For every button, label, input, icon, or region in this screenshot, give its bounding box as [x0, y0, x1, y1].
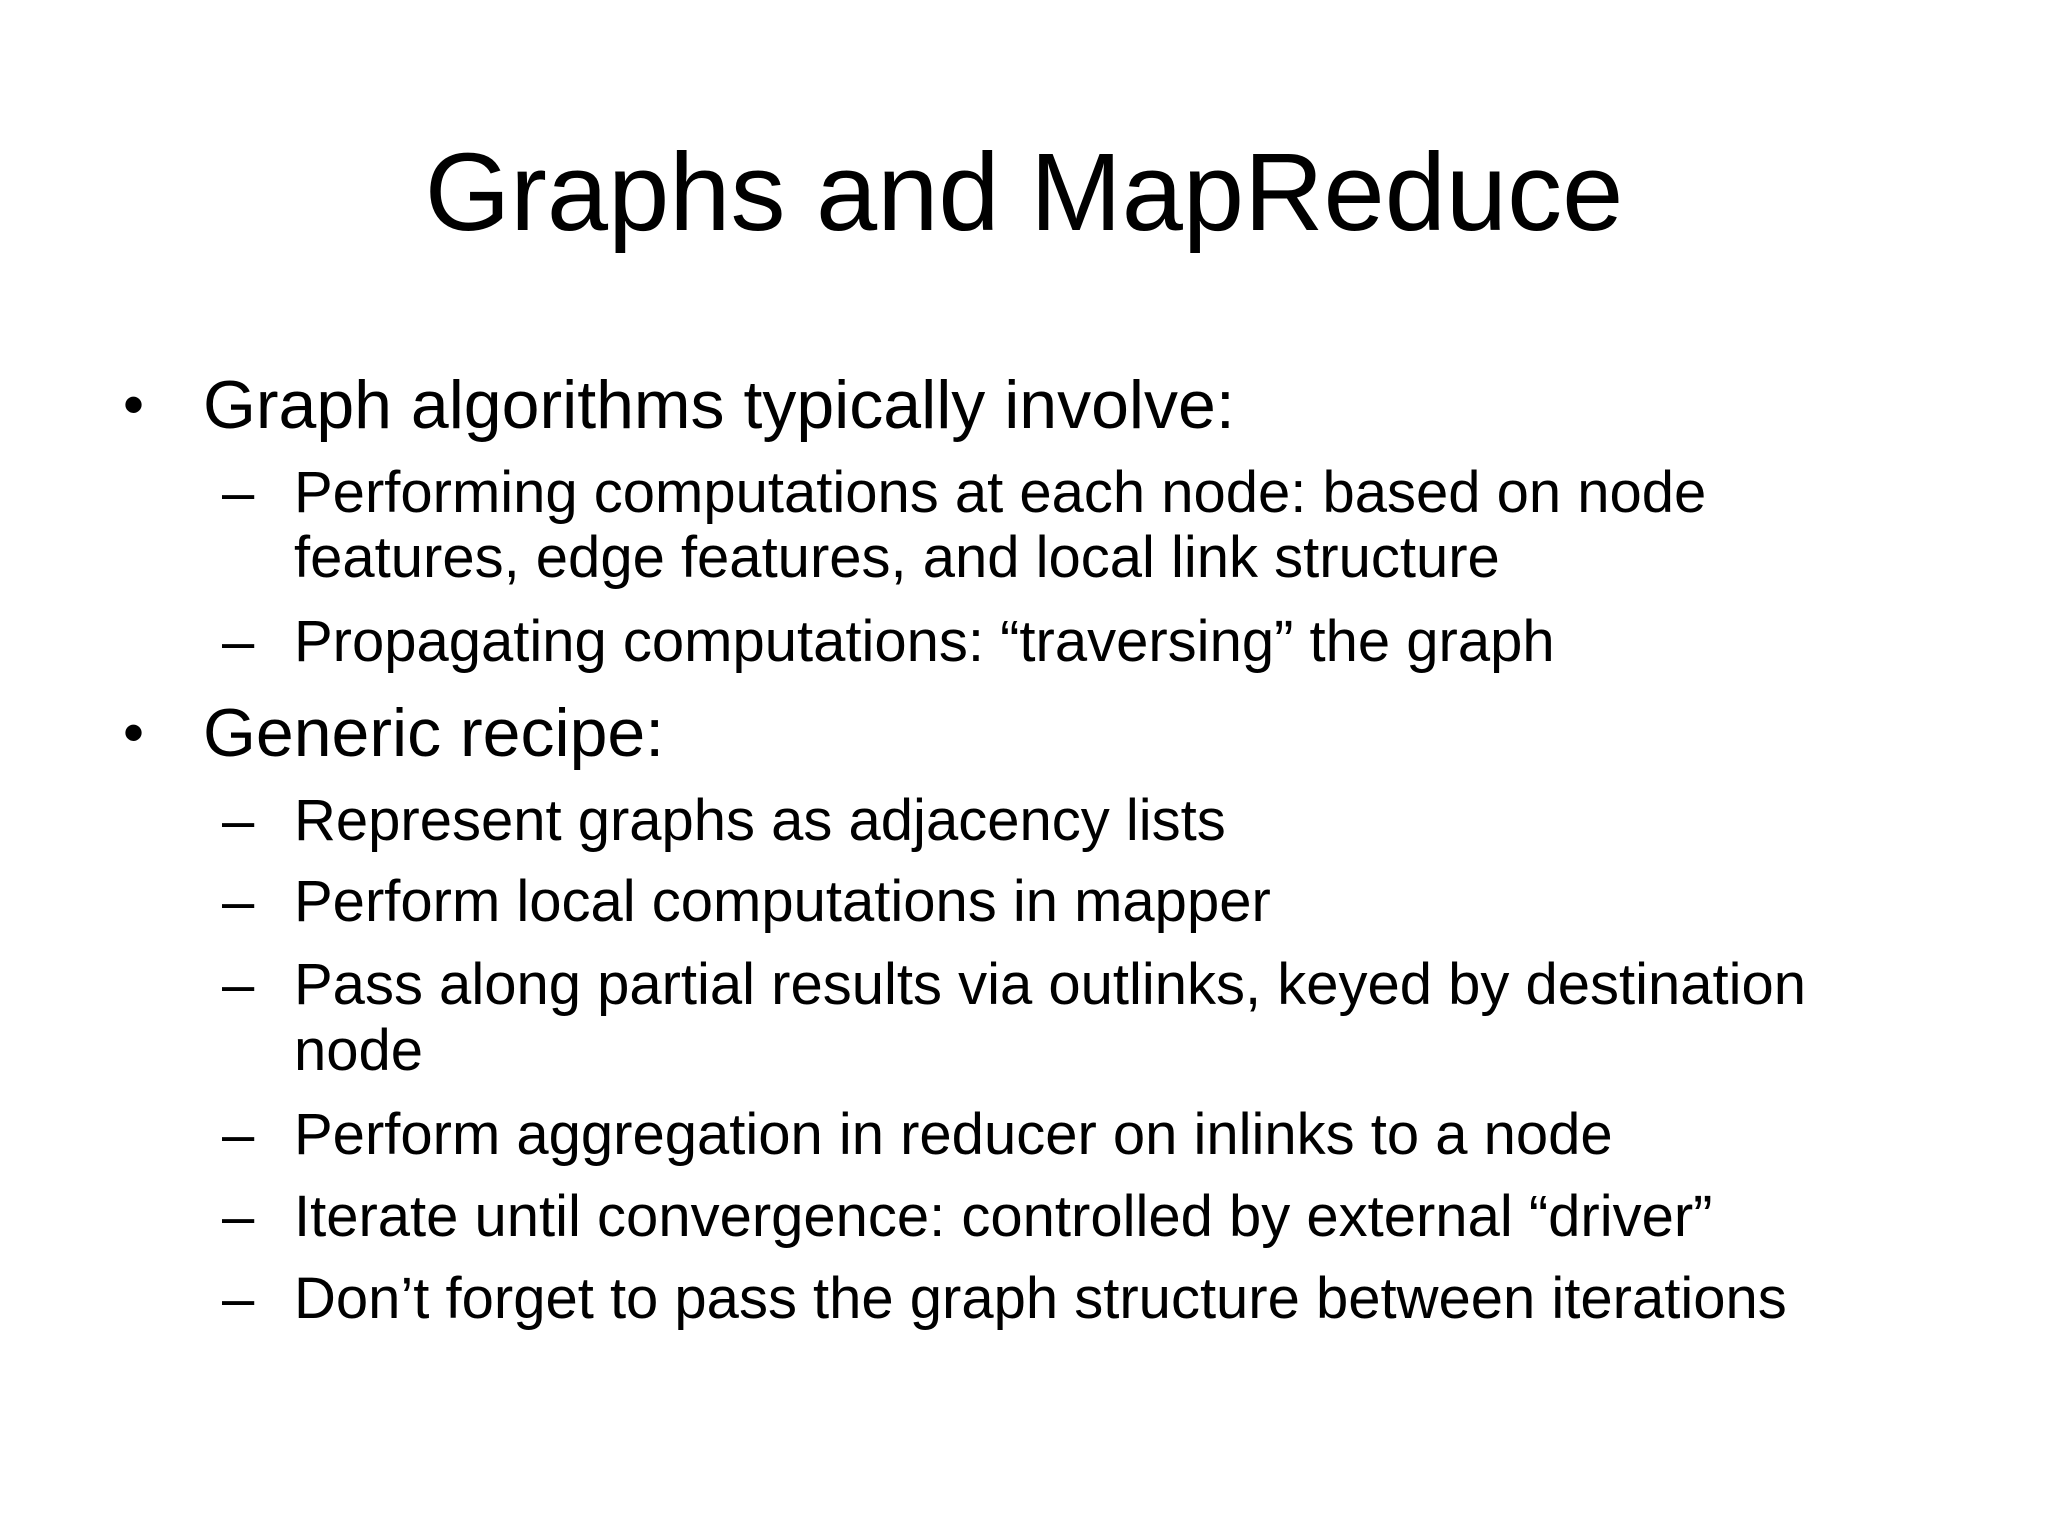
sub-bullet-marker: –: [222, 788, 255, 853]
sub-bullet-text: Perform aggregation in reducer on inlinks to a node: [294, 1102, 1613, 1167]
sub-bullet-marker: –: [222, 460, 255, 525]
sub-bullet-text: Don’t forget to pass the graph structure between iterations: [294, 1266, 1787, 1331]
bullet-text: Graph algorithms typically involve:: [203, 367, 1235, 443]
sub-bullet-marker: –: [222, 869, 255, 934]
sub-bullet-text: Propagating computations: “traversing” the graph: [294, 609, 1555, 674]
sub-bullet-marker: –: [222, 1266, 255, 1331]
bullet-text: Generic recipe:: [203, 695, 665, 771]
sub-bullet-marker: –: [222, 609, 255, 674]
sub-bullet-marker: –: [222, 952, 255, 1017]
sub-bullet-text: Perform local computations in mapper: [294, 869, 1271, 934]
bullet-marker: •: [123, 699, 145, 766]
sub-bullet-marker: –: [222, 1102, 255, 1167]
sub-bullet-text-continuation: features, edge features, and local link structure: [294, 525, 1500, 590]
sub-bullet-text-continuation: node: [294, 1018, 424, 1083]
sub-bullet-text: Performing computations at each node: based on node: [294, 460, 1707, 525]
sub-bullet-text: Iterate until convergence: controlled by external “driver”: [294, 1184, 1713, 1249]
sub-bullet-text: Pass along partial results via outlinks, keyed by destination: [294, 952, 1807, 1017]
sub-bullet-text: Represent graphs as adjacency lists: [294, 788, 1226, 853]
slide-title: Graphs and MapReduce: [424, 131, 1624, 254]
bullet-marker: •: [123, 371, 145, 438]
sub-bullet-marker: –: [222, 1184, 255, 1249]
